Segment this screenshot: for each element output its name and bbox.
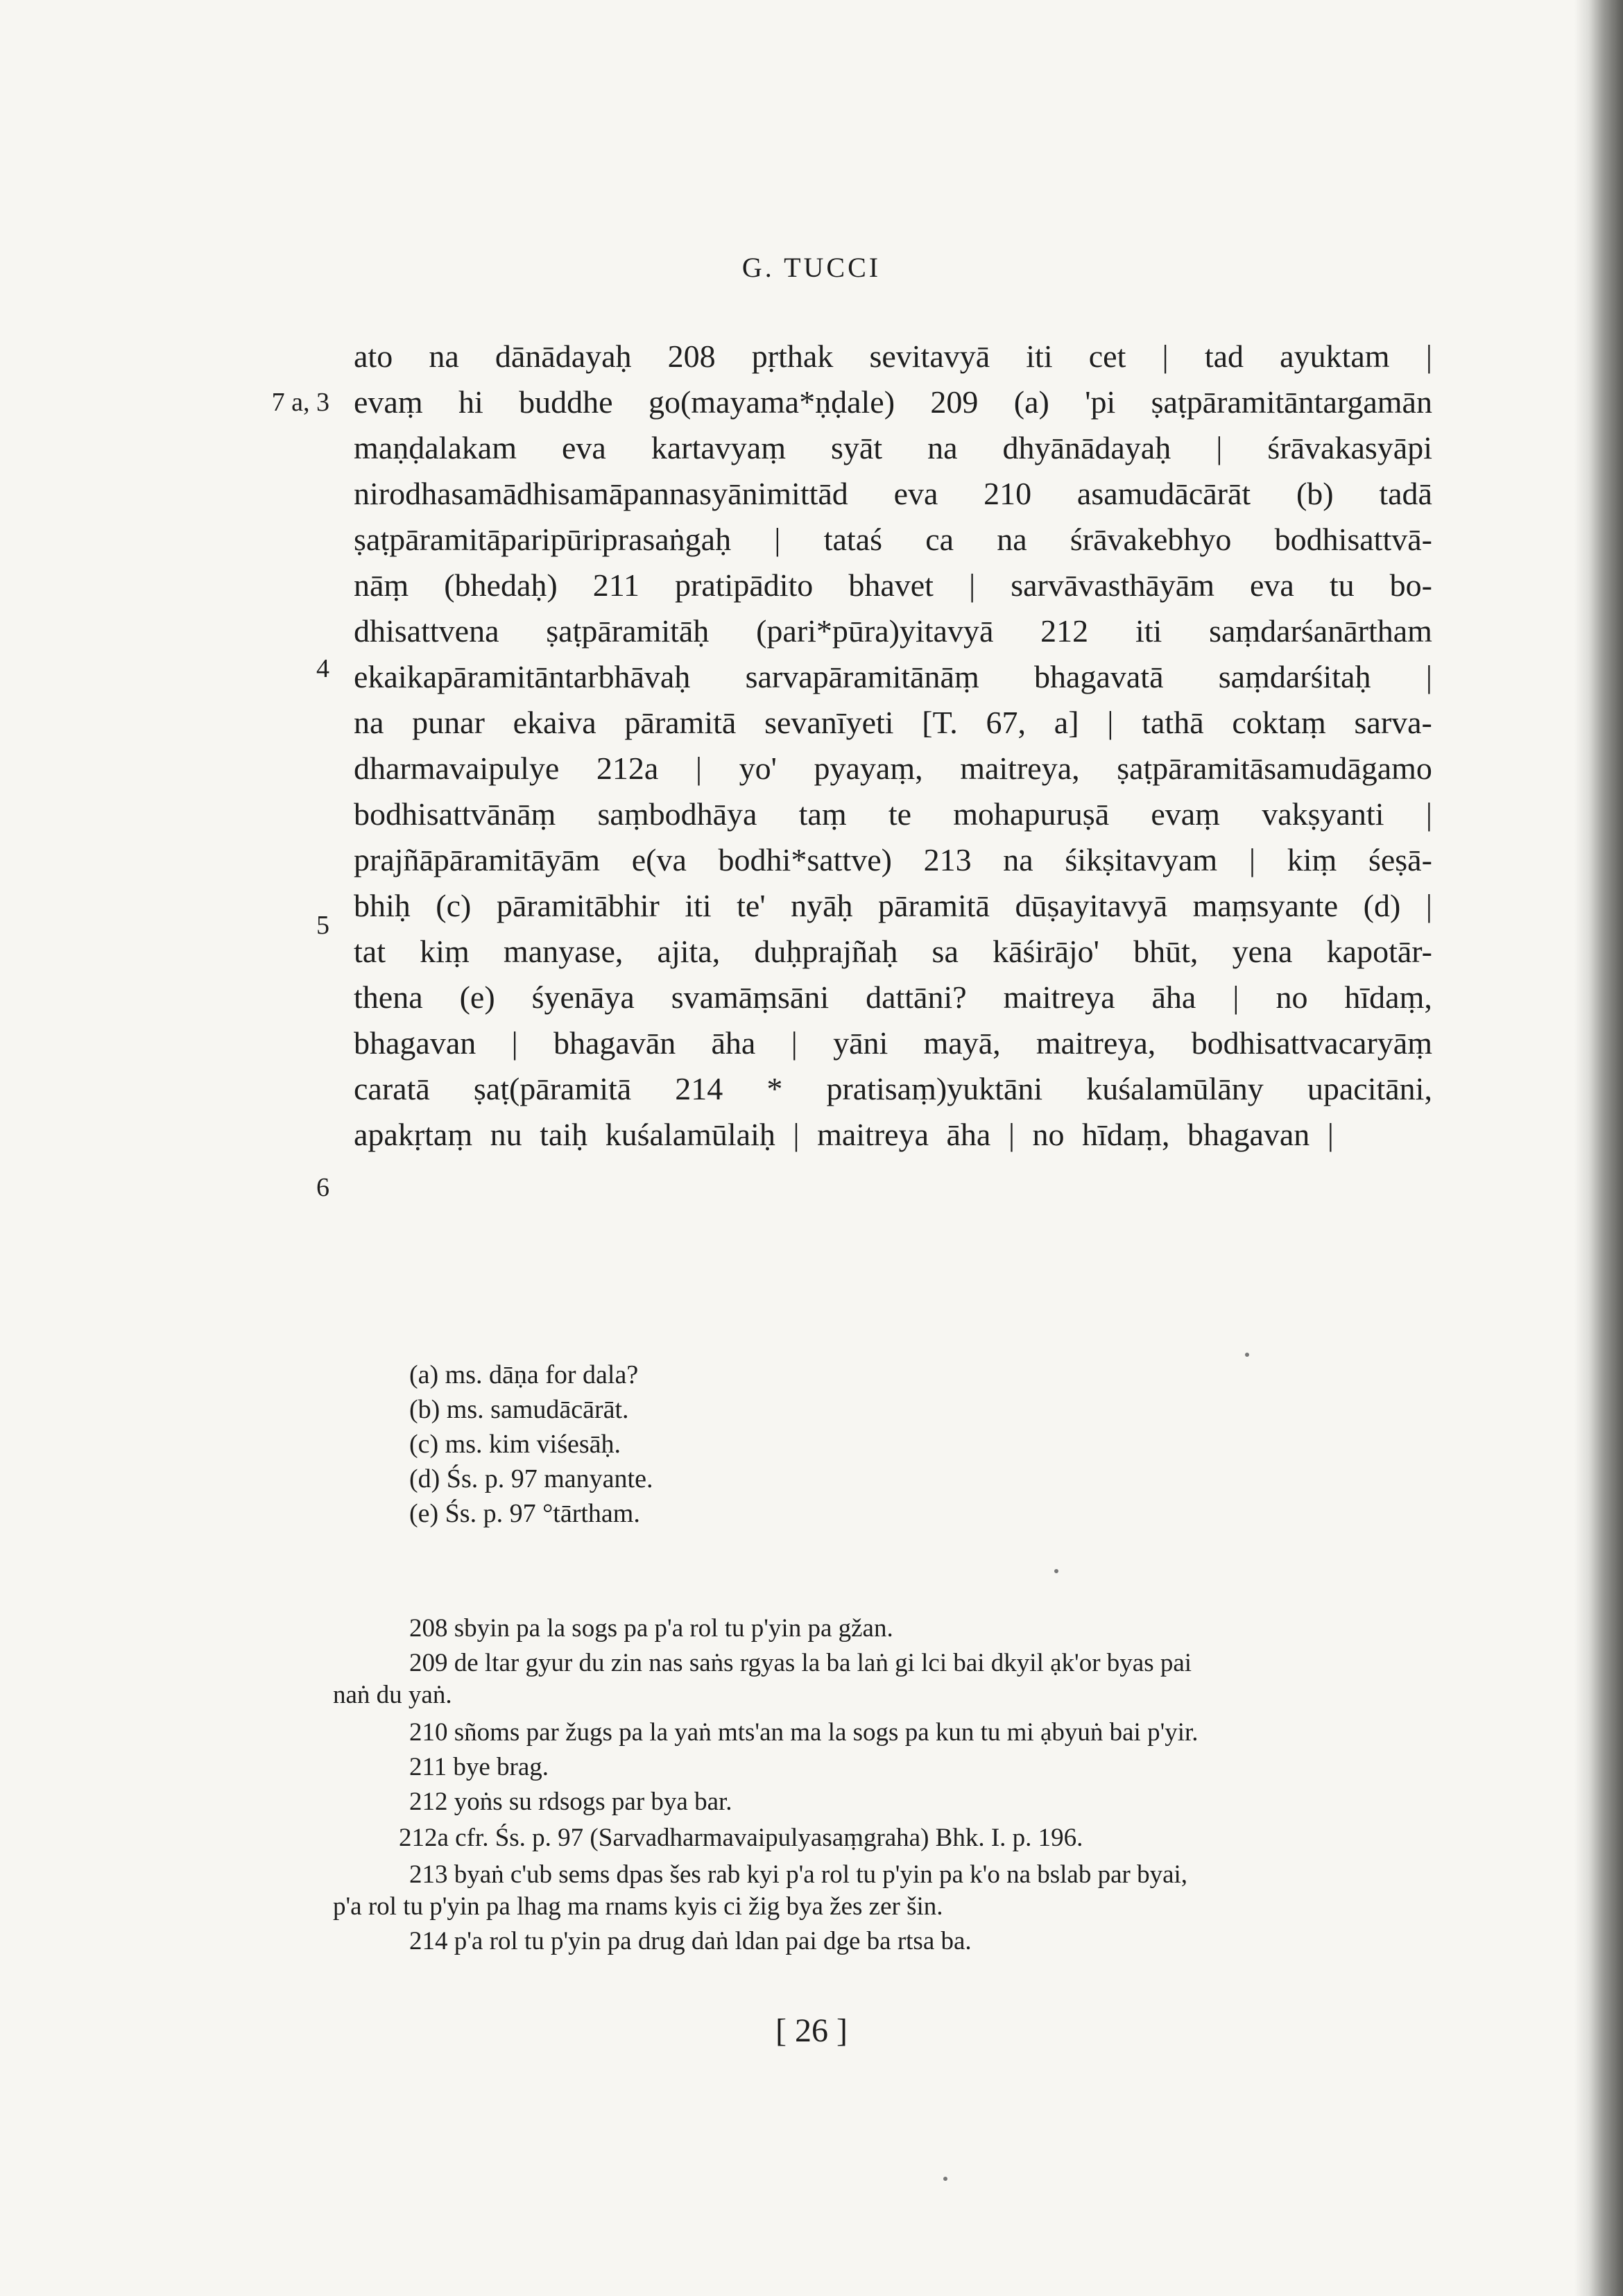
critical-note: (e) Śs. p. 97 °tārtham.	[409, 1499, 640, 1528]
footnote-line: 211 bye brag.	[409, 1753, 549, 1781]
footnote-line: 212a cfr. Śs. p. 97 (Sarvadharmavaipulyasaṃgraha) Bhk. I. p. 196.	[399, 1824, 1083, 1852]
footnote-line: naṅ du yaṅ.	[333, 1681, 452, 1709]
text-line: ekaikapāramitāntarbhāvaḥ sarvapāramitānāṃ bhagavatā saṃdarśitaḥ |	[354, 659, 1432, 694]
text-line: evaṃ hi buddhe go(mayama*ṇḍale) 209 (a) 'pi ṣaṭpāramitāntargamān	[354, 384, 1432, 420]
text-line: dharmavaipulye 212a | yo' pyayaṃ, maitreya, ṣaṭpāramitāsamudāgamo	[354, 751, 1432, 786]
footnote-line: 214 p'a rol tu p'yin pa drug daṅ ldan pai dge ba rtsa ba.	[409, 1927, 972, 1955]
running-header: G. TUCCI	[741, 252, 882, 283]
critical-note: (c) ms. kim viśesāḥ.	[409, 1430, 621, 1459]
text-line: nirodhasamādhisamāpannasyānimittād eva 210 asamudācārāt (b) tadā	[354, 476, 1432, 511]
scan-speck	[1054, 1569, 1058, 1573]
text-line: dhisattvena ṣaṭpāramitāḥ (pari*pūra)yitavyā 212 iti saṃdarśanārtham	[354, 613, 1432, 649]
text-line: bhiḥ (c) pāramitābhir iti te' nyāḥ pāramitā dūṣayitavyā maṃsyante (d) |	[354, 888, 1432, 923]
footnote-line: 210 sñoms par žugs pa la yaṅ mts'an ma la sogs pa kun tu mi ạbyuṅ bai p'yir.	[409, 1718, 1199, 1747]
footnote-line: 212 yoṅs su rdsogs par bya bar.	[409, 1788, 732, 1816]
critical-note: (a) ms. dāṇa for dala?	[409, 1360, 639, 1389]
scan-speck	[1245, 1353, 1249, 1357]
critical-note: (d) Śs. p. 97 manyante.	[409, 1464, 653, 1493]
text-line: thena (e) śyenāya svamāṃsāni dattāni? maitreya āha | no hīdaṃ,	[354, 979, 1432, 1015]
footnote-line: 209 de ltar gyur du zin nas saṅs rgyas la ba laṅ gi lci bai dkyil ạk'or byas pai	[409, 1649, 1192, 1677]
footnote-line: 213 byaṅ c'ub sems dpas šes rab kyi p'a rol tu p'yin pa k'o na bslab par byai,	[409, 1860, 1188, 1889]
margin-ref-7a3: 7 a, 3	[271, 388, 329, 417]
margin-ref-4: 4	[316, 654, 329, 683]
margin-ref-5: 5	[316, 911, 329, 940]
critical-note: (b) ms. samudācārāt.	[409, 1395, 629, 1424]
text-line: bodhisattvānāṃ saṃbodhāya taṃ te mohapuruṣā evaṃ vakṣyanti |	[354, 796, 1432, 832]
text-line: maṇḍalakam eva kartavyaṃ syāt na dhyānādayaḥ | śrāvakasyāpi	[354, 430, 1432, 465]
page-number: [ 26 ]	[775, 2012, 848, 2049]
footnote-line: 208 sbyin pa la sogs pa p'a rol tu p'yin pa gžan.	[409, 1614, 893, 1643]
footnote-line: p'a rol tu p'yin pa lhag ma rnams kyis ci žig bya žes zer šin.	[333, 1892, 943, 1921]
text-line: apakṛtaṃ nu taiḥ kuśalamūlaiḥ | maitreya āha | no hīdaṃ, bhagavan |	[354, 1117, 1334, 1152]
scan-speck	[943, 2177, 947, 2181]
text-line: ṣaṭpāramitāparipūriprasaṅgaḥ | tataś ca na śrāvakebhyo bodhisattvā-	[354, 522, 1432, 557]
text-line: na punar ekaiva pāramitā sevanīyeti [T. 67, a] | tathā coktaṃ sarva-	[354, 705, 1432, 740]
scan-edge	[1574, 0, 1623, 2296]
text-line: tat kiṃ manyase, ajita, duḥprajñaḥ sa kāśirājo' bhūt, yena kapotār-	[354, 934, 1432, 969]
text-line: prajñāpāramitāyām e(va bodhi*sattve) 213 na śikṣitavyam | kiṃ śeṣā-	[354, 842, 1432, 877]
margin-ref-6: 6	[316, 1173, 329, 1202]
text-line: nāṃ (bhedaḥ) 211 pratipādito bhavet | sarvāvasthāyām eva tu bo-	[354, 567, 1432, 603]
text-line: caratā ṣaṭ(pāramitā 214 * pratisaṃ)yuktāni kuśalamūlāny upacitāni,	[354, 1071, 1432, 1106]
text-line: bhagavan | bhagavān āha | yāni mayā, maitreya, bodhisattvacaryāṃ	[354, 1025, 1432, 1061]
text-line: ato na dānādayaḥ 208 pṛthak sevitavyā iti cet | tad ayuktam |	[354, 339, 1432, 374]
